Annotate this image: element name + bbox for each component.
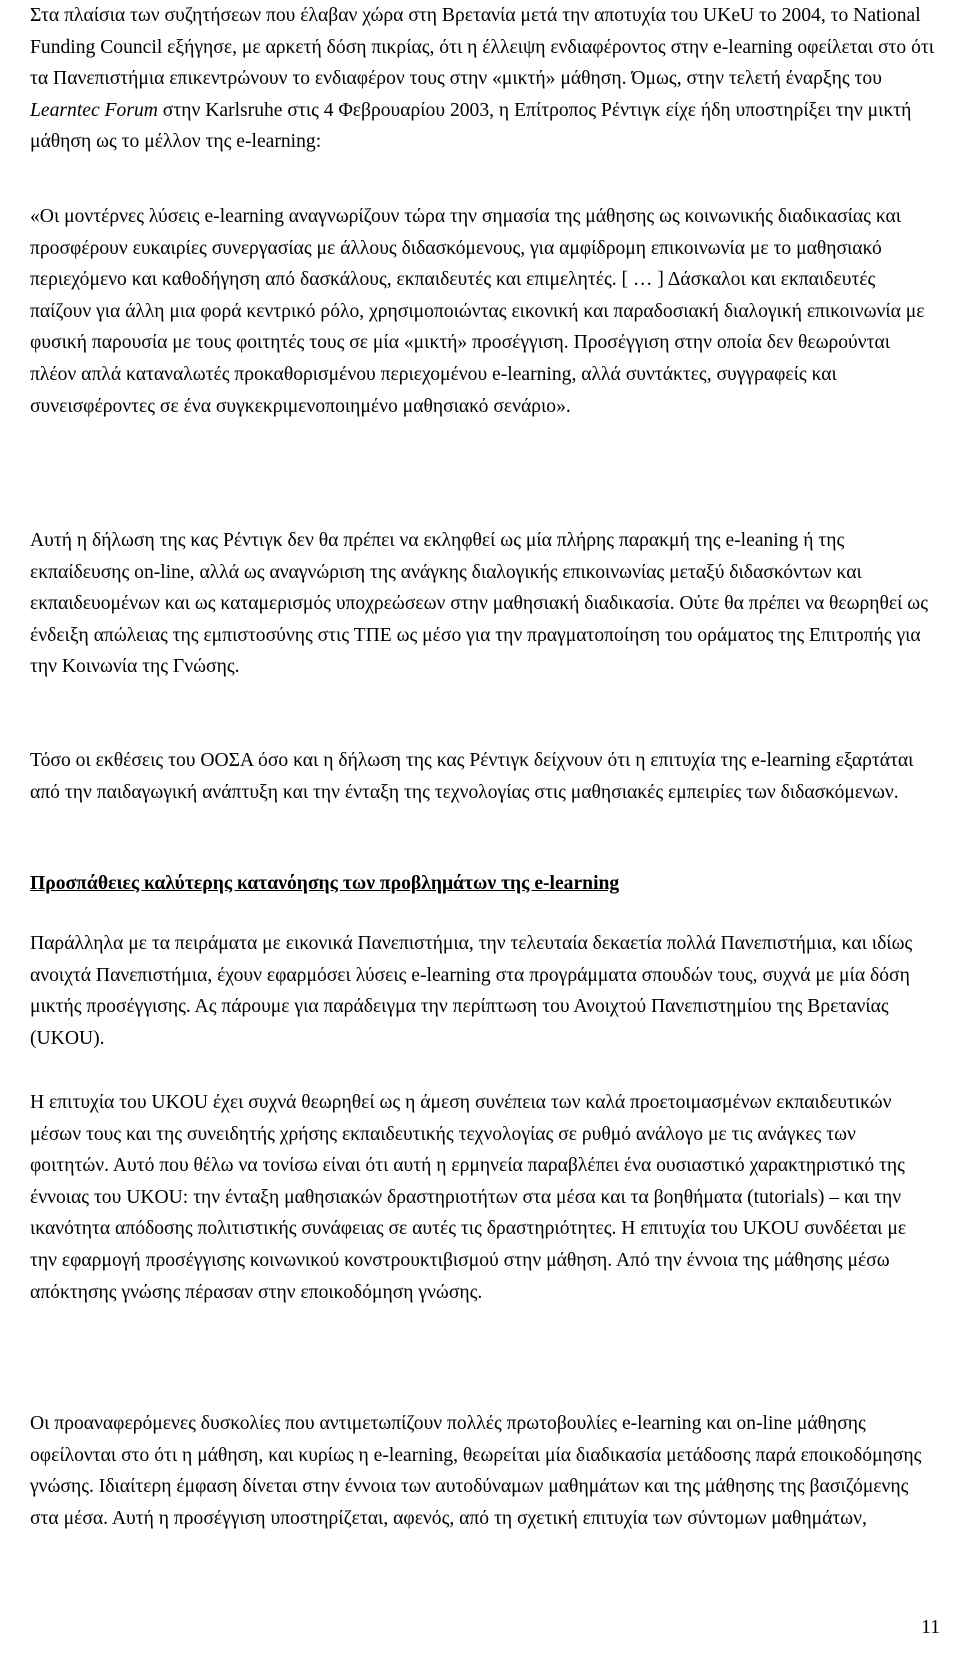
paragraph-text: στην Karlsruhe στις 4 Φεβρουαρίου 2003, η Επίτροπος Ρέντιγκ είχε ήδη υποστηρίξει την μικτή μάθηση ως το μέλλον της e-learning: [30, 99, 912, 153]
paragraph-quote: «Οι μοντέρνες λύσεις e-learning αναγνωρίζουν τώρα την σημασία της μάθησης ως κοινωνικής διαδικασίας και προσφέρουν ευκαιρίες συνεργασίας με άλλους διδασκόμενους, για αμφίδρομη επικοινωνία με το μαθησιακό περιεχόμενο και καθοδήγηση από δασκάλους, εκπαιδευτές και επιμελητές. [ … ] Δάσκαλοι και εκπαιδευτές παίζουν για άλλη μια φορά κεντρικό ρόλο, χρησιμοποιώντας εικονική και παραδοσιακή διαλογική επικοινωνία με φυσική παρουσία με τους φοιτητές τους σε μία «μικτή» προσέγγιση. Προσέγγιση στην οποία δεν θεωρούνται πλέον απλά καταναλωτές προκαθορισμένου περιεχομένου e-learning, αλλά συντάκτες, συγγραφείς και συνεισφέροντες σε ένα συγκεκριμενοποιημένο μαθησιακό σενάριο». [30, 206, 925, 417]
page-number: 11 [921, 1617, 940, 1638]
paragraph-statement-analysis: Αυτή η δήλωση της κας Ρέντιγκ δεν θα πρέπει να εκληφθεί ως μία πλήρης παρακμή της e-leaning ή της εκπαίδευσης on-line, αλλά ως αναγνώριση της ανάγκης διαλογικής επικοινωνίας μεταξύ διδασκόντων και εκπαιδευομένων και ως καταμερισμός υποχρεώσεων στην μαθησιακή διαδικασία. Ούτε θα πρέπει να θεωρηθεί ως ένδειξη απώλειας της εμπιστοσύνης στις ΤΠΕ ως μέσο για την πραγματοποίηση του οράματος της Επιτροπής για την Κοινωνία της Γνώσης. [30, 530, 928, 678]
paragraph-difficulties: Οι προαναφερόμενες δυσκολίες που αντιμετωπίζουν πολλές πρωτοβουλίες e-learning και on-line μάθησης οφείλονται στο ότι η μάθηση, και κυρίως η e-learning, θεωρείται μία διαδικασία μετάδοσης παρά εποικοδόμησης γνώσης. Ιδιαίτερη έμφαση δίνεται στην έννοια των αυτοδύναμων μαθημάτων και της μάθησης της βασιζόμενης στα μέσα. Αυτή η προσέγγιση υποστηρίζεται, αφενός, από τη σχετική επιτυχία των σύντομων μαθημάτων, [30, 1413, 922, 1529]
paragraph-university-experiments: Παράλληλα με τα πειράματα με εικονικά Πανεπιστήμια, την τελευταία δεκαετία πολλά Πανεπιστήμια, και ιδίως ανοιχτά Πανεπιστήμια, έχουν εφαρμόσει λύσεις e-learning στα προγράμματα σπουδών τους, συχνά με μία δόση μικτής προσέγγισης. Ας πάρουμε για παράδειγμα την περίπτωση του Ανοιχτού Πανεπιστημίου της Βρετανίας (UKOU). [30, 933, 913, 1049]
section-heading: Προσπάθειες καλύτερης κατανόησης των προβλημάτων της e-learning [30, 873, 620, 894]
paragraph-text: Στα πλαίσια των συζητήσεων που έλαβαν χώρα στη Βρετανία μετά την αποτυχία του UKeU το 2004, το National Funding Council εξήγησε, με αρκετή δόση πικρίας, ότι η έλλειψη ενδιαφέροντος στην e-learning οφείλεται στο ότι τα Πανεπιστήμια επικεντρώνουν το ενδιαφέρον τους στην «μικτή» μάθηση. Όμως, στην τελετή έναρξης του [30, 5, 935, 90]
paragraph-ukou-success: Η επιτυχία του UKOU έχει συχνά θεωρηθεί ως η άμεση συνέπεια των καλά προετοιμασμένων εκπαιδευτικών μέσων τους και της συνειδητής χρήσης εκπαιδευτικής τεχνολογίας σε ρυθμό ανάλογο με τις ανάγκες των φοιτητών. Αυτό που θέλω να τονίσω είναι ότι αυτή η ερμηνεία παραβλέπει ένα ουσιαστικό χαρακτηριστικό της έννοιας του UKOU: την ένταξη μαθησιακών δραστηριοτήτων στα μέσα και τα βοηθήματα (tutorials) – και την ικανότητα απόδοσης πολιτιστικής συνάφειας σε αυτές τις δραστηριότητες. Η επιτυχία του UKOU συνδέεται με την εφαρμογή προσέγγισης κοινωνικού κονστρουκτιβισμού στην μάθηση. Από την έννοια της μάθησης μέσω απόκτησης γνώσης πέρασαν στην εποικοδόμηση γνώσης. [30, 1092, 907, 1303]
event-name: Learntec Forum [30, 99, 158, 121]
paragraph-oecd-summary: Τόσο οι εκθέσεις του ΟΟΣΑ όσο και η δήλωση της κας Ρέντιγκ δείχνουν ότι η επιτυχία της e-learning εξαρτάται από την παιδαγωγική ανάπτυξη και την ένταξη της τεχνολογίας στις μαθησιακές εμπειρίες των διδασκόμενων. [30, 750, 914, 803]
paragraph-uk-context [30, 0, 935, 158]
